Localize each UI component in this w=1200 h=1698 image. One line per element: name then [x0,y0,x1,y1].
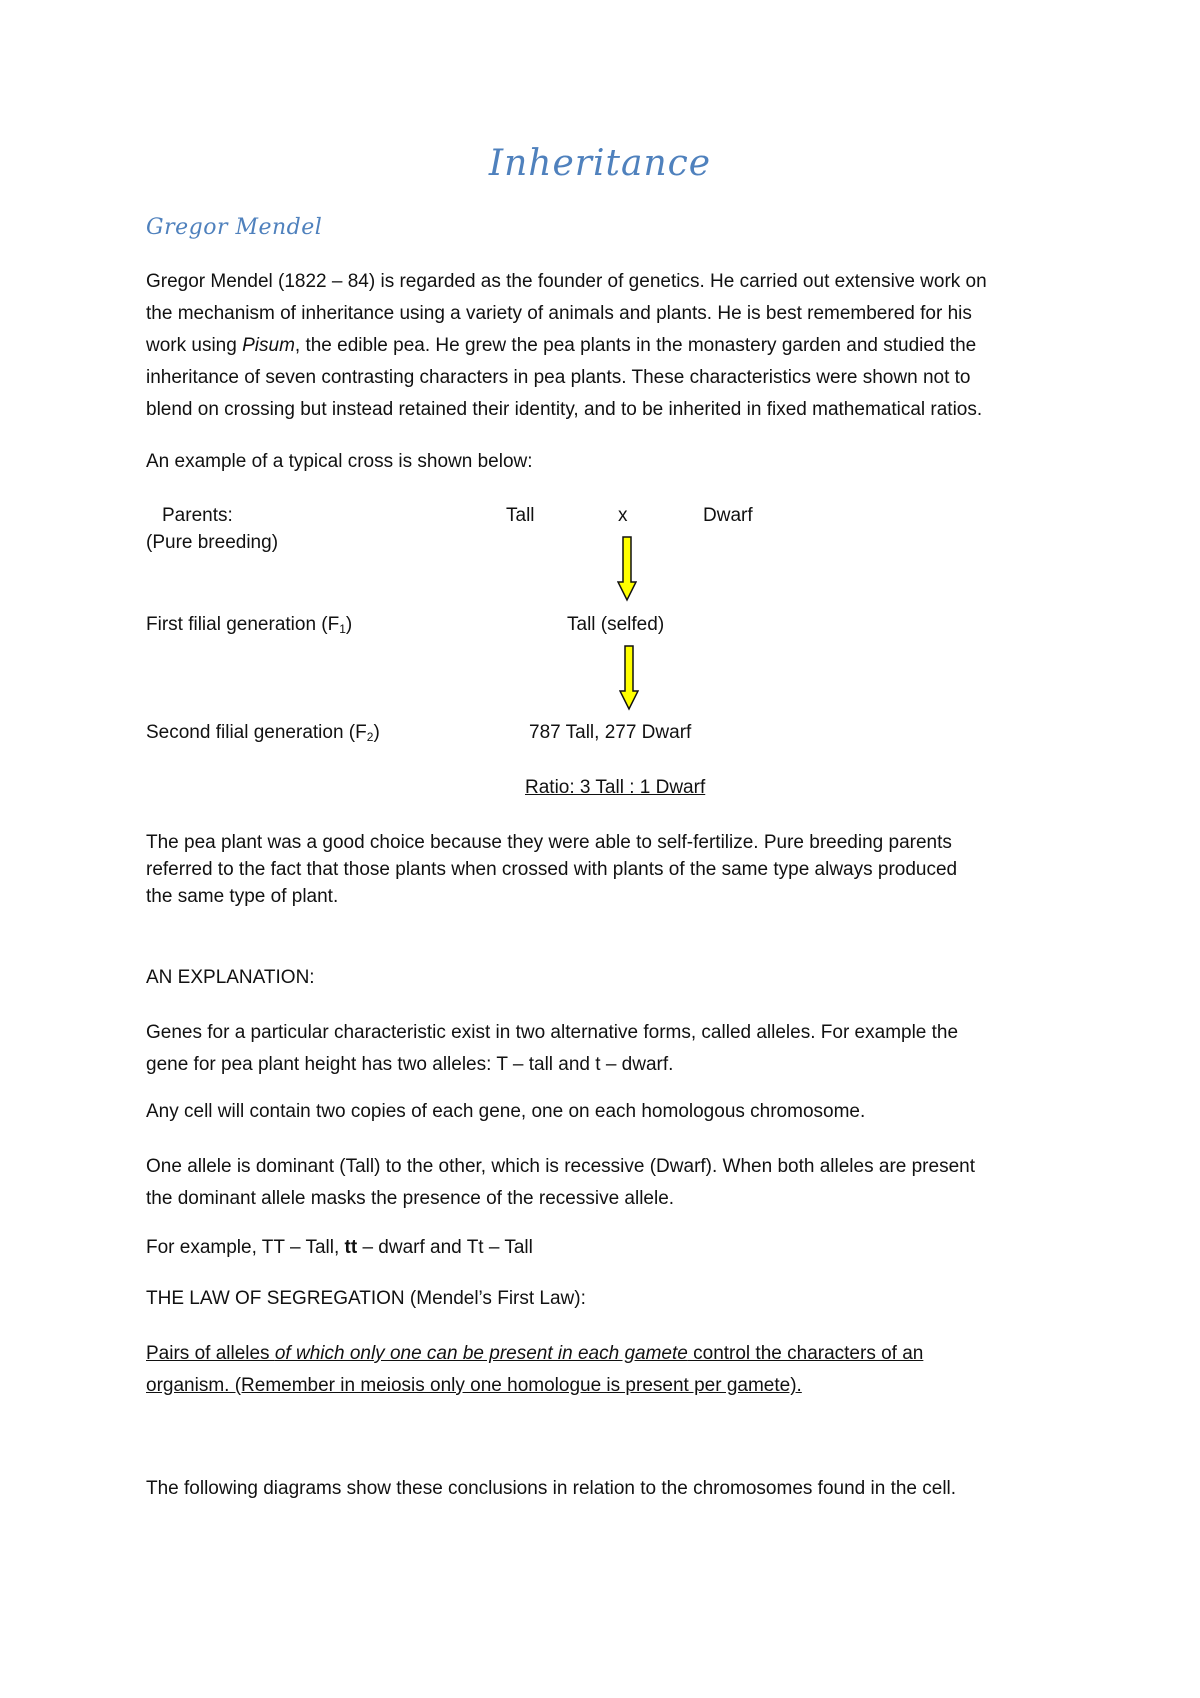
pisum-italic: Pisum [242,335,295,356]
diagrams-note: The following diagrams show these conclusions in relation to the chromosomes found in the cell. [146,1478,957,1499]
arrow-shape [618,537,636,600]
pea-choice-paragraph [146,829,1066,910]
law-line-2: organism. (Remember in meiosis only one homologue is present per gamete). [146,1375,802,1396]
dominant-paragraph [146,1151,1066,1215]
intro-line-4: inheritance of seven contrasting characters in pea plants. These characteristics were shown not to [146,367,971,388]
intro-line-1: Gregor Mendel (1822 – 84) is regarded as the founder of genetics. He carried out extensive work on [146,271,987,292]
f1-label-post: ) [345,614,353,635]
law-line-1-pre: Pairs of alleles [146,1343,275,1364]
ratio: Ratio: 3 Tall : 1 Dwarf [525,777,706,798]
pure-breeding-label: (Pure breeding) [146,532,279,553]
f2-result: 787 Tall, 277 Dwarf [529,722,692,743]
for-example-pre: For example, TT – Tall, [146,1237,345,1258]
f1-label [146,614,352,636]
genes-line-1: Genes for a particular characteristic exist in two alternative forms, called alleles. For example the [146,1022,959,1043]
intro-line-3-pre: work using [146,335,243,356]
two-copies-text: Any cell will contain two copies of each gene, one on each homologous chromosome. [146,1101,866,1122]
f1-result: Tall (selfed) [567,614,665,635]
parents-label: Parents: [162,505,233,526]
f1-subscript: 1 [339,622,346,636]
pea-line-2: referred to the fact that those plants when crossed with plants of the same type always produced [146,859,958,880]
pea-line-1: The pea plant was a good choice because they were able to self-fertilize. Pure breeding parents [146,832,952,853]
f2-label-post: ) [373,722,380,743]
genes-paragraph [146,1017,1066,1081]
law-heading: THE LAW OF SEGREGATION (Mendel’s First Law): [146,1288,586,1309]
example-intro: An example of a typical cross is shown below: [146,451,533,472]
intro-line-5: blend on crossing but instead retained their identity, and to be inherited in fixed mathematical ratios. [146,399,983,420]
law-line-1 [146,1338,1066,1370]
law-paragraph [146,1338,1066,1402]
for-example-post: – dwarf and Tt – Tall [357,1237,533,1258]
intro-line-2: the mechanism of inheritance using a variety of animals and plants. He is best remembered for his [146,303,972,324]
parent-tall: Tall [506,505,535,526]
f2-label-pre: Second filial generation (F [146,722,367,743]
cross-symbol: x [618,505,628,526]
down-arrow-icon [617,536,637,602]
pea-line-3: the same type of plant. [146,886,339,907]
f1-label-pre: First filial generation (F [146,614,340,635]
genes-line-2: gene for pea plant height has two alleles: T – tall and t – dwarf. [146,1054,674,1075]
for-example-bold: tt [344,1237,358,1258]
for-example-text [146,1237,533,1259]
intro-line-3 [146,330,1066,362]
intro-line-3-post: , the edible pea. He grew the pea plants in the monastery garden and studied the [294,335,977,356]
explanation-heading: AN EXPLANATION: [146,967,315,988]
document-title: Inheritance [488,143,712,184]
f2-label [146,722,380,744]
dominant-line-1: One allele is dominant (Tall) to the other, which is recessive (Dwarf). When both alleles are present [146,1156,975,1177]
section-heading: Gregor Mendel [146,215,323,240]
parent-dwarf: Dwarf [703,505,753,526]
law-line-1-post: control the characters of an [687,1343,924,1364]
law-line-1-italic: of which only one can be present in each gamete [274,1343,688,1364]
intro-paragraph [146,266,1066,426]
dominant-line-2: the dominant allele masks the presence of the recessive allele. [146,1188,675,1209]
down-arrow-icon [619,645,639,711]
f2-subscript: 2 [366,730,374,744]
arrow-shape [620,646,638,709]
